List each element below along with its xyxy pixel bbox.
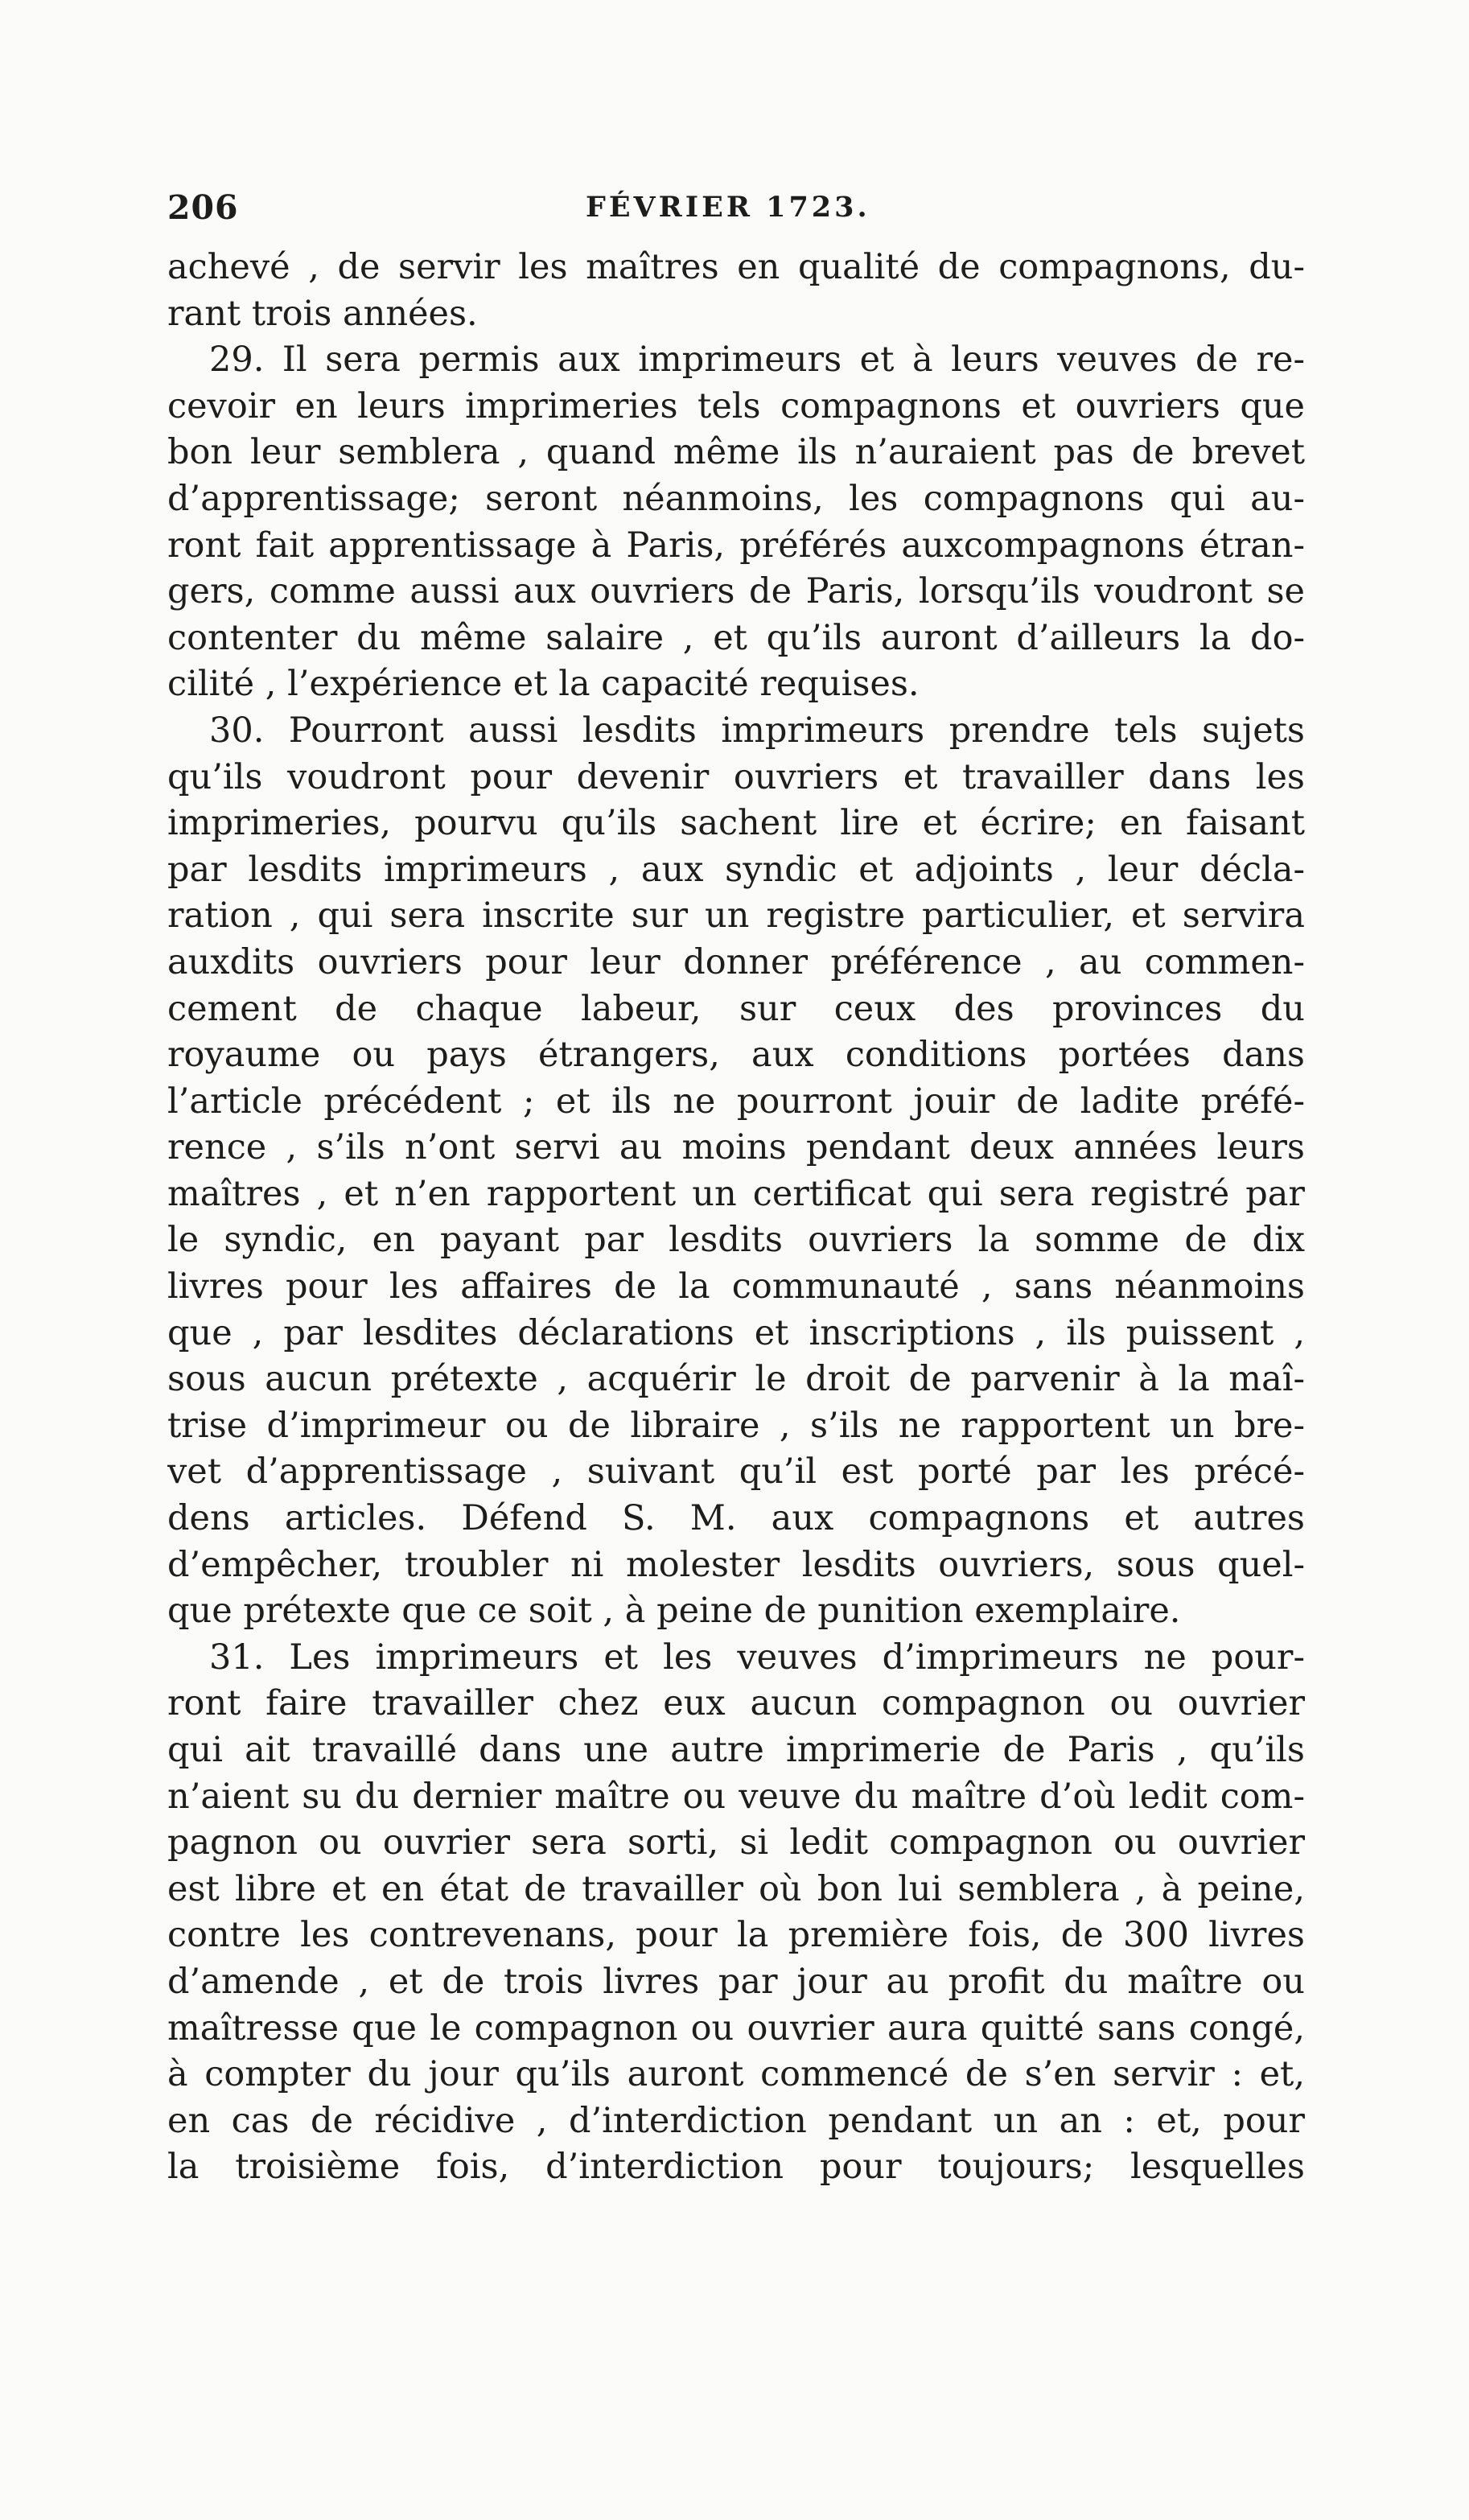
text-line: par lesdits imprimeurs , aux syndic et adjoints , leur décla-: [167, 849, 1305, 890]
text-line: cement de chaque labeur, sur ceux des provinces du: [167, 988, 1305, 1029]
text-line: sous aucun prétexte , acquérir le droit de parvenir à la maî-: [167, 1359, 1305, 1400]
text-line: trise d’imprimeur ou de libraire , s’ils ne rapportent un bre-: [167, 1405, 1305, 1446]
text-line: que , par lesdites déclarations et inscriptions , ils puissent ,: [167, 1312, 1305, 1353]
text-line: ront fait apprentissage à Paris, préférés auxcompagnons étran-: [167, 525, 1305, 566]
text-line: bon leur semblera , quand même ils n’auraient pas de brevet: [167, 432, 1305, 473]
page-number: 206: [167, 188, 239, 227]
text-line: royaume ou pays étrangers, aux conditions portées dans: [167, 1035, 1305, 1076]
text-line: contre les contrevenans, pour la première fois, de 300 livres: [167, 1915, 1305, 1956]
running-title: FÉVRIER 1723.: [586, 191, 870, 224]
text-line: d’amende , et de trois livres par jour au profit du maître ou: [167, 1961, 1305, 2002]
article-30-start: 30. Pourront aussi lesdits imprimeurs prendre tels sujets: [209, 710, 1305, 751]
text-line: rant trois années.: [167, 293, 478, 334]
text-line: gers, comme aussi aux ouvriers de Paris, lorsqu’ils voudront se: [167, 571, 1305, 612]
text-line: est libre et en état de travailler où bon lui semblera , à peine,: [167, 1868, 1305, 1909]
text-line: à compter du jour qu’ils auront commencé de s’en servir : et,: [167, 2054, 1305, 2095]
text-line: le syndic, en payant par lesdits ouvriers la somme de dix: [167, 1220, 1305, 1261]
text-line: d’empêcher, troubler ni molester lesdits ouvriers, sous quel-: [167, 1544, 1305, 1585]
text-line: que prétexte que ce soit , à peine de punition exemplaire.: [167, 1591, 1181, 1632]
text-line: n’aient su du dernier maître ou veuve du maître d’où ledit com-: [167, 1776, 1305, 1817]
text-line: contenter du même salaire , et qu’ils auront d’ailleurs la do-: [167, 617, 1305, 658]
text-line: pagnon ou ouvrier sera sorti, si ledit compagnon ou ouvrier: [167, 1822, 1305, 1863]
text-line: maîtresse que le compagnon ou ouvrier aura quitté sans congé,: [167, 2007, 1305, 2049]
article-31-start: 31. Les imprimeurs et les veuves d’imprimeurs ne pour-: [209, 1637, 1305, 1678]
text-line: l’article précédent ; et ils ne pourront jouir de ladite préfé-: [167, 1081, 1305, 1122]
body-text: [167, 245, 1305, 2191]
article-29-start: 29. Il sera permis aux imprimeurs et à leurs veuves de re-: [209, 340, 1305, 381]
text-line: d’apprentissage; seront néanmoins, les compagnons qui au-: [167, 478, 1305, 519]
text-line: dens articles. Défend S. M. aux compagnons et autres: [167, 1498, 1305, 1539]
text-line: imprimeries, pourvu qu’ils sachent lire et écrire; en faisant: [167, 803, 1305, 844]
text-line: cilité , l’expérience et la capacité requises.: [167, 664, 920, 705]
text-line: en cas de récidive , d’interdiction pendant un an : et, pour: [167, 2100, 1305, 2141]
text-line: ration , qui sera inscrite sur un registre particulier, et servira: [167, 896, 1305, 937]
text-line: rence , s’ils n’ont servi au moins pendant deux années leurs: [167, 1127, 1305, 1168]
text-line: achevé , de servir les maîtres en qualité de compagnons, du-: [167, 247, 1305, 287]
text-line: qui ait travaillé dans une autre imprimerie de Paris , qu’ils: [167, 1730, 1305, 1770]
text-line: vet d’apprentissage , suivant qu’il est porté par les précé-: [167, 1451, 1305, 1493]
text-line: auxdits ouvriers pour leur donner préférence , au commen-: [167, 941, 1305, 982]
text-line: livres pour les affaires de la communauté , sans néanmoins: [167, 1266, 1305, 1307]
text-line: qu’ils voudront pour devenir ouvriers et travailler dans les: [167, 756, 1305, 797]
text-line: ront faire travailler chez eux aucun compagnon ou ouvrier: [167, 1683, 1305, 1724]
text-line: cevoir en leurs imprimeries tels compagnons et ouvriers que: [167, 385, 1305, 426]
text-line: maîtres , et n’en rapportent un certificat qui sera registré par: [167, 1173, 1305, 1214]
text-line: la troisième fois, d’interdiction pour toujours; lesquelles: [167, 2147, 1305, 2188]
running-head: [167, 183, 1305, 232]
